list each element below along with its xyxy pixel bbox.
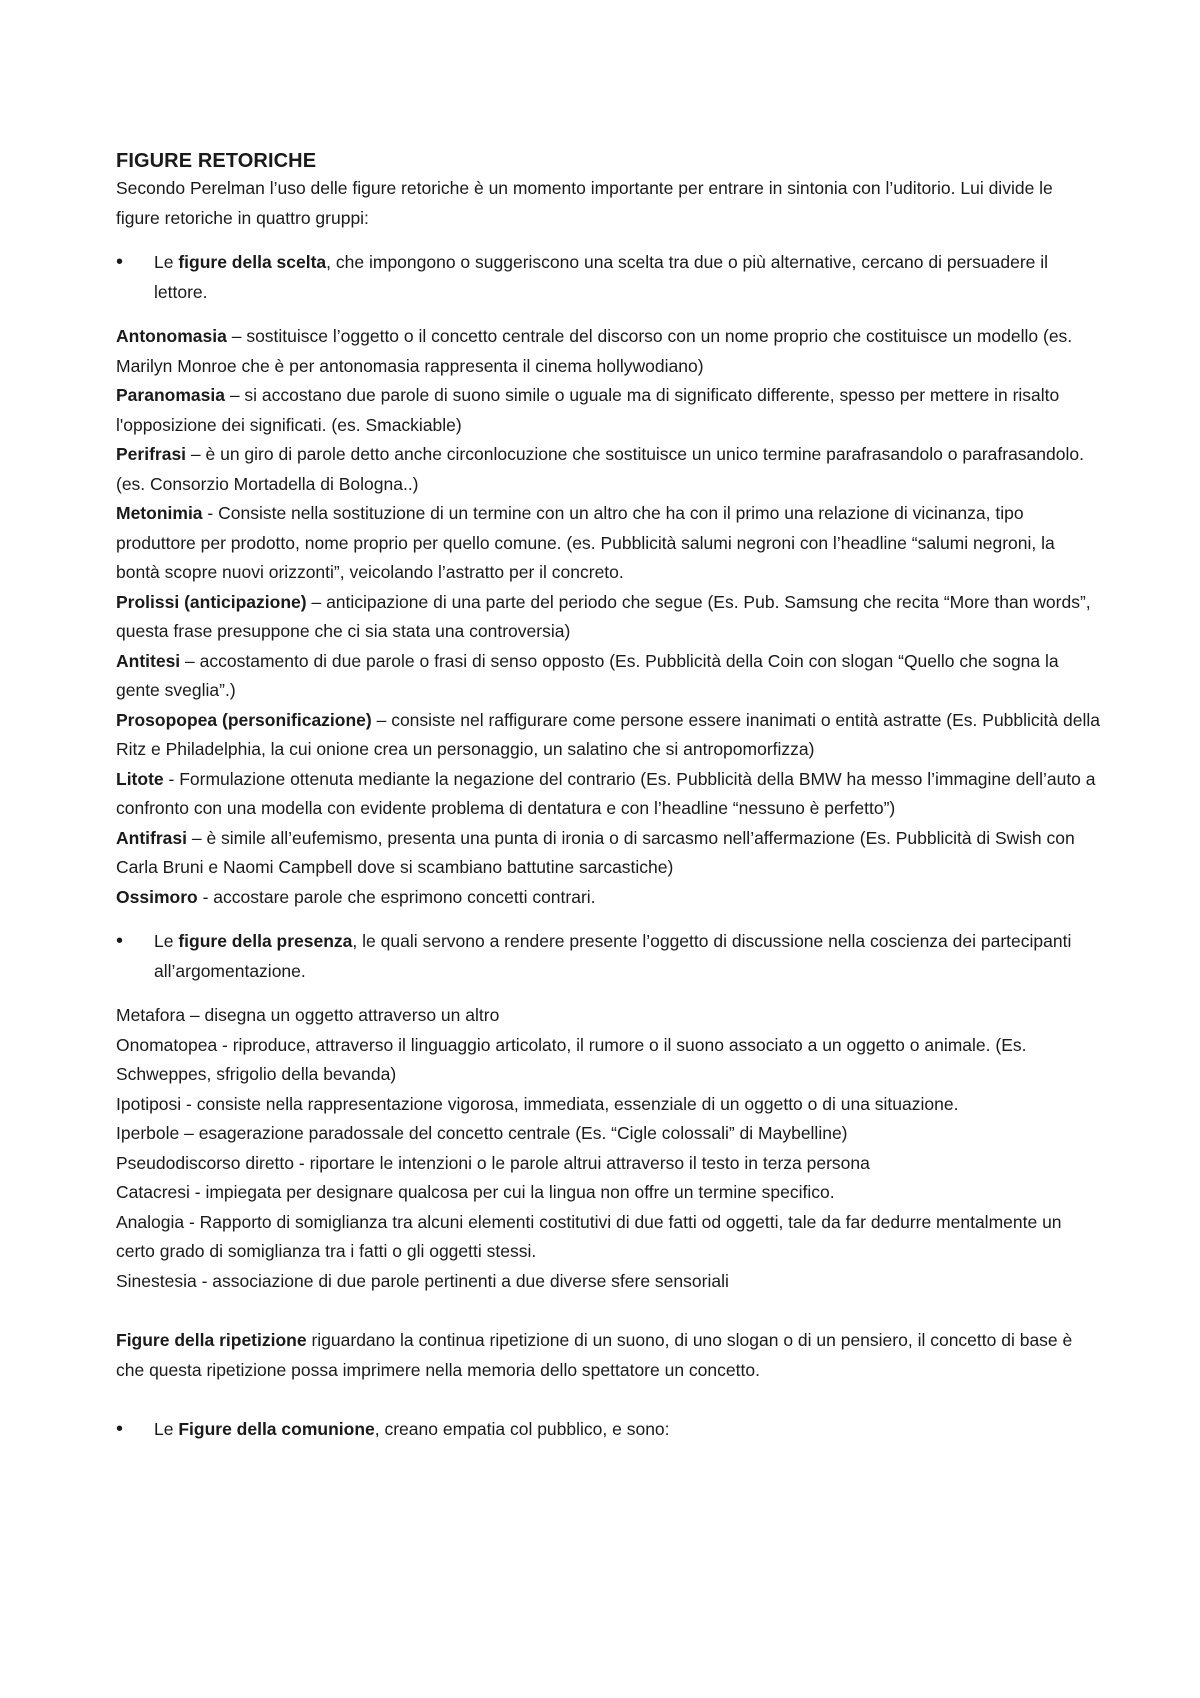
list-item: Pseudodiscorso diretto - riportare le intenzioni o le parole altrui attraverso il testo in terza persona xyxy=(116,1152,870,1173)
group-name: Figure della comunione xyxy=(178,1419,375,1439)
list-item: Iperbole – esagerazione paradossale del concetto centrale (Es. “Cigle colossali” di Maybelline) xyxy=(116,1123,848,1143)
bullet-prefix: Le xyxy=(154,931,179,951)
ripetizione-paragraph xyxy=(116,1326,1100,1385)
bullet-figure-della-comunione xyxy=(116,1415,1100,1445)
group-name: Figure della ripetizione xyxy=(116,1330,307,1350)
group-description: riguardano la continua ripetizione di un suono, di uno slogan o di un pensiero, il concetto di base è che questa ripetizione possa imprimere nella memoria dello spettatore un concetto. xyxy=(116,1330,1073,1380)
figure-term: Ossimoro xyxy=(116,886,198,907)
figure-term: Litote xyxy=(116,768,164,789)
list-item xyxy=(116,322,1100,381)
bullet-text xyxy=(154,248,1100,307)
figure-definition: – consiste nel raffigurare come persone essere inanimati o entità astratte (Es. Pubblicità della Ritz e Philadelphia, la cui onione crea un personaggio, un salatino che si antropomorfizza) xyxy=(116,709,1100,759)
figure-definition: - accostare parole che esprimono concetti contrari. xyxy=(197,886,596,907)
document-title: FIGURE RETORICHE xyxy=(116,150,317,172)
list-item xyxy=(116,883,1100,913)
figure-term: Antonomasia xyxy=(116,326,227,346)
list-item: Metafora – disegna un oggetto attraverso un altro xyxy=(116,1005,500,1025)
list-item xyxy=(116,440,1100,499)
figure-definition: – anticipazione di una parte del periodo che segue (Es. Pub. Samsung che recita “More than words”, questa frase presuppone che ci sia stata una controversia) xyxy=(116,591,1091,641)
list-item xyxy=(116,647,1100,706)
figure-definition: - Consiste nella sostituzione di un termine con un altro che ha con il primo una relazione di vicinanza, tipo produttore per prodotto, nome proprio per quello comune. (es. Pubblicità salumi negroni con l’headline “salumi negroni, la bontà scopre nuovi orizzonti”, veicolando l’astratto per il concreto. xyxy=(116,503,1055,582)
list-item xyxy=(116,499,1100,588)
figure-definition: – accostamento di due parole o frasi di senso opposto (Es. Pubblicità della Coin con slogan “Quello che sogna la gente sveglia”.) xyxy=(116,650,1059,700)
list-item: Ipotiposi - consiste nella rappresentazione vigorosa, immediata, essenziale di un oggetto o di una situazione. xyxy=(116,1093,959,1114)
list-item xyxy=(116,824,1100,883)
intro-paragraph: Secondo Perelman l’uso delle figure retoriche è un momento importante per entrare in sintonia con l’uditorio. Lui divide le figure retoriche in quattro gruppi: xyxy=(116,178,1053,228)
bullet-prefix: Le xyxy=(154,252,179,272)
bullet-figure-della-scelta xyxy=(116,248,1100,307)
figure-definition: – è simile all’eufemismo, presenta una punta di ironia o di sarcasmo nell’affermazione (Es. Pubblicità di Swish con Carla Bruni e Naomi Campbell dove si scambiano battutine sarcastiche) xyxy=(116,827,1075,877)
list-item: Catacresi - impiegata per designare qualcosa per cui la lingua non offre un termine specifico. xyxy=(116,1182,835,1202)
bullet-icon: • xyxy=(116,1418,124,1440)
list-item: Onomatopea - riproduce, attraverso il linguaggio articolato, il rumore o il suono associato a un oggetto o animale. (Es. Schweppes, sfrigolio della bevanda) xyxy=(116,1034,1027,1084)
figure-definition: - Formulazione ottenuta mediante la negazione del contrario (Es. Pubblicità della BMW ha messo l’immagine dell’auto a confronto con una modella con evidente problema di dentatura e con l’headline “nessuno è perfetto”) xyxy=(116,768,1096,818)
figure-term: Prosopopea (personificazione) xyxy=(116,709,372,730)
group-description: , che impongono o suggeriscono una scelta tra due o più alternative, cercano di persuadere il lettore. xyxy=(154,252,1049,302)
figure-term: Metonimia xyxy=(116,503,203,523)
bullet-text xyxy=(154,1415,1100,1445)
bullet-prefix: Le xyxy=(154,1419,179,1439)
group-name: figure della scelta xyxy=(178,252,327,272)
figure-term: Perifrasi xyxy=(116,444,187,464)
presenza-list xyxy=(116,1001,1100,1296)
figure-definition: – si accostano due parole di suono simile o uguale ma di significato differente, spesso per mettere in risalto l'opposizione dei significati. (es. Smackiable) xyxy=(116,385,1060,435)
bullet-figure-della-presenza xyxy=(116,927,1100,986)
list-item: Analogia - Rapporto di somiglianza tra alcuni elementi costitutivi di due fatti od oggetti, tale da far dedurre mentalmente un certo grado di somiglianza tra i fatti o gli oggetti stessi. xyxy=(116,1211,1062,1261)
figure-term: Prolissi (anticipazione) xyxy=(116,591,307,612)
group-description: , le quali servono a rendere presente l’oggetto di discussione nella coscienza dei partecipanti all’argomentazione. xyxy=(154,931,1072,981)
bullet-icon: • xyxy=(116,930,124,952)
list-item xyxy=(116,381,1100,440)
scelta-list xyxy=(116,322,1100,912)
bullet-text xyxy=(154,927,1100,986)
figure-term: Antitesi xyxy=(116,650,181,671)
figure-definition: – è un giro di parole detto anche circonlocuzione che sostituisce un unico termine parafrasandolo o parafrasandolo. (es. Consorzio Mortadella di Bologna..) xyxy=(116,444,1084,494)
figure-definition: – sostituisce l’oggetto o il concetto centrale del discorso con un nome proprio che costituisce un modello (es. Marilyn Monroe che è per antonomasia rappresenta il cinema hollywodiano) xyxy=(116,326,1073,376)
list-item xyxy=(116,706,1100,765)
figure-term: Paranomasia xyxy=(116,385,225,405)
list-item xyxy=(116,765,1100,824)
group-name: figure della presenza xyxy=(178,931,353,951)
list-item: Sinestesia - associazione di due parole pertinenti a due diverse sfere sensoriali xyxy=(116,1270,729,1291)
figure-term: Antifrasi xyxy=(116,827,187,848)
bullet-icon: • xyxy=(116,251,124,273)
group-description: , creano empatia col pubblico, e sono: xyxy=(374,1419,670,1439)
list-item xyxy=(116,588,1100,647)
